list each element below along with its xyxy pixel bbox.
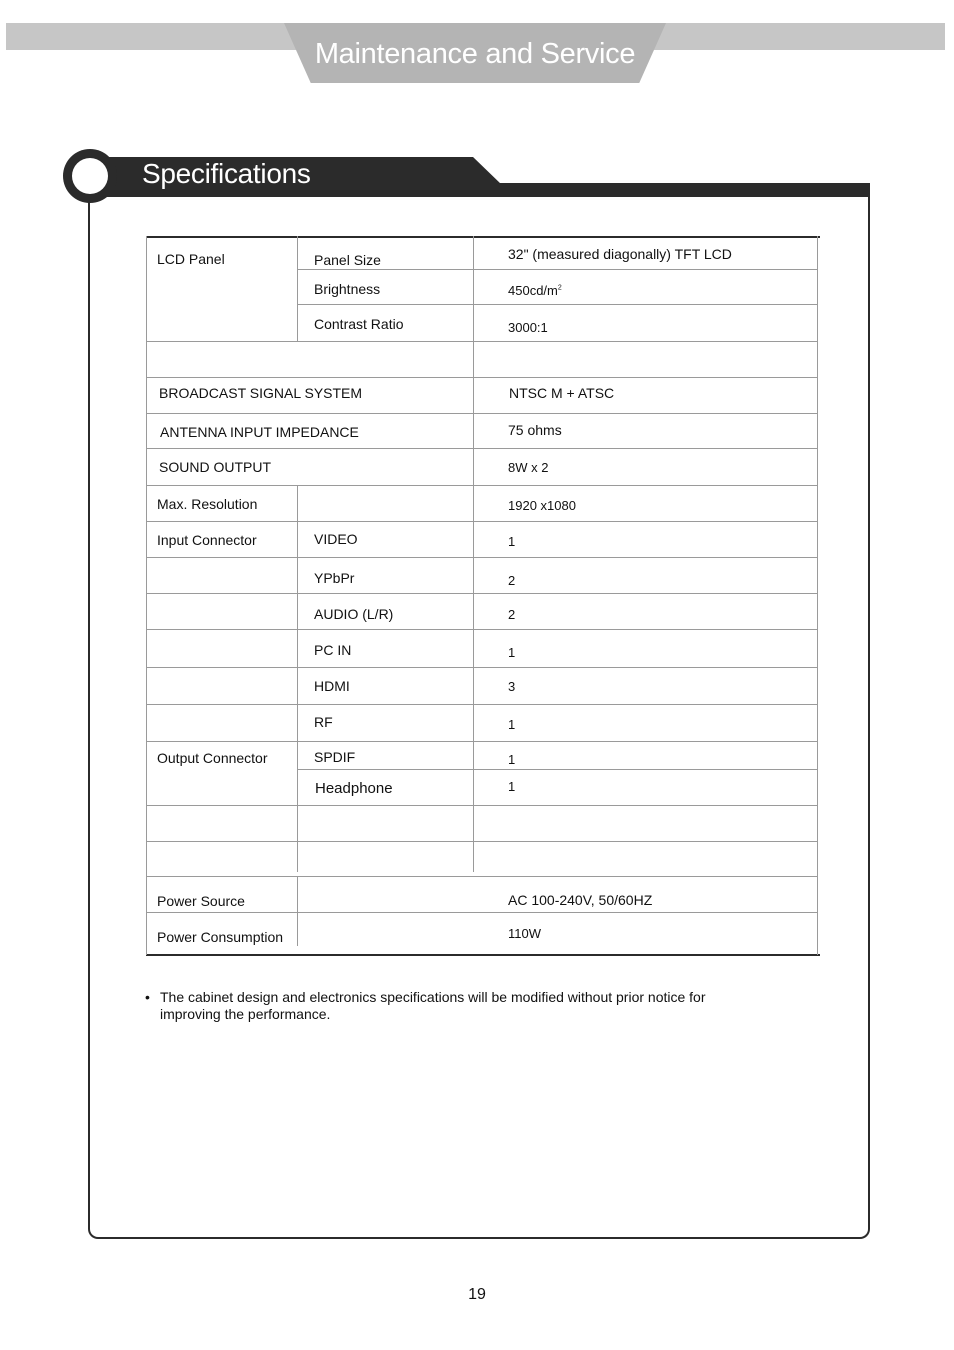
section-title: Specifications bbox=[142, 158, 311, 189]
table-row-item: Headphone bbox=[315, 780, 393, 797]
table-row-label: BROADCAST SIGNAL SYSTEM bbox=[159, 385, 363, 401]
disclaimer-note bbox=[145, 989, 745, 1023]
table-row-item: AUDIO (L/R) bbox=[314, 606, 394, 622]
bullet-icon: • bbox=[145, 989, 150, 1005]
superscript: 2 bbox=[557, 284, 562, 292]
table-row-label: Power Source bbox=[157, 893, 245, 909]
table-row-label: ANTENNA INPUT IMPEDANCE bbox=[160, 424, 359, 440]
table-row-item: VIDEO bbox=[314, 531, 358, 547]
header-title: Maintenance and Service bbox=[314, 38, 636, 70]
table-row-value: 110W bbox=[508, 926, 541, 941]
table-row-value: 75 ohms bbox=[508, 422, 562, 438]
table-row-item: Brightness bbox=[314, 281, 381, 297]
table-row-value: 8W x 2 bbox=[508, 460, 549, 475]
table-row-value: 1 bbox=[508, 645, 516, 660]
table-row-item: Panel Size bbox=[314, 252, 381, 268]
table-row-value: $450cd/m^2$ bbox=[508, 283, 562, 298]
table-row-item: PC IN bbox=[314, 642, 352, 658]
section-dot-icon bbox=[72, 158, 108, 194]
table-row-item: SPDIF bbox=[314, 749, 356, 765]
table-row-label: Input Connector bbox=[157, 532, 257, 548]
table-row-value: 3000:1 bbox=[508, 320, 548, 335]
table-row-value: 1 bbox=[508, 534, 516, 549]
page-number: 19 bbox=[468, 1286, 486, 1303]
note-text: The cabinet design and electronics specifications will be modified without prior notice for improving the performance. bbox=[160, 989, 706, 1022]
table-row-label: Power Consumption bbox=[157, 929, 284, 945]
table-row-item: HDMI bbox=[314, 678, 350, 694]
table-row-item: YPbPr bbox=[314, 570, 355, 586]
table-row-value: 3 bbox=[508, 679, 516, 694]
table-row-item: RF bbox=[314, 714, 333, 730]
table-row-value: AC 100-240V, 50/60HZ bbox=[508, 892, 653, 908]
table-row-item: Contrast Ratio bbox=[314, 316, 404, 332]
table-row-value: 1 bbox=[508, 717, 516, 732]
table-row-value: 1920 x1080 bbox=[508, 498, 576, 513]
table-row-label: Output Connector bbox=[157, 750, 268, 766]
table-row-value: NTSC M + ATSC bbox=[509, 385, 615, 401]
table-row-label: LCD Panel bbox=[157, 251, 225, 267]
table-row-value: 2 bbox=[508, 607, 516, 622]
table-row-value: 2 bbox=[508, 573, 516, 588]
table-row-label: SOUND OUTPUT bbox=[159, 459, 271, 475]
table-row-value: 1 bbox=[508, 779, 516, 794]
table-row-label: Max. Resolution bbox=[157, 496, 258, 512]
table-row-value: 1 bbox=[508, 752, 516, 767]
table-row-value: 32" (measured diagonally) TFT LCD bbox=[508, 246, 732, 262]
